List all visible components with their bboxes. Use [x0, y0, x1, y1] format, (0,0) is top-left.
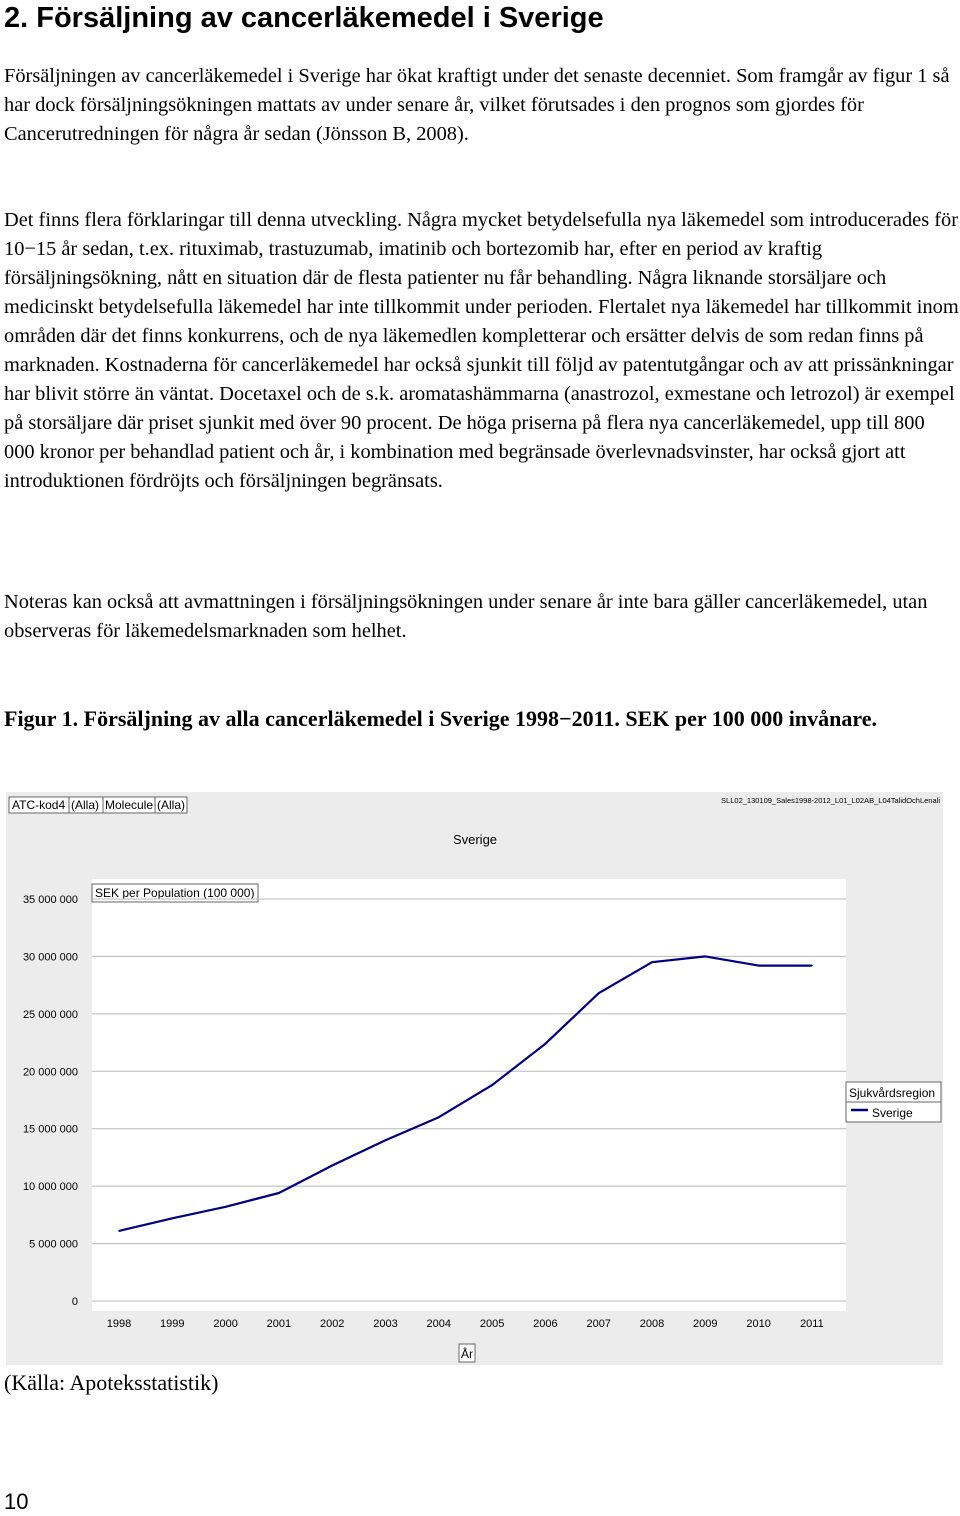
data-point	[811, 965, 813, 967]
x-tick-label: 1999	[160, 1318, 185, 1330]
x-tick-label: 2011	[800, 1318, 824, 1330]
paragraph-market-note: Noteras kan också att avmattningen i försäljningsökningen under senare år inte bara gäller cancerläkemedel, utan observeras för läkemedelsmarknaden som helhet.	[4, 591, 928, 642]
data-field-label: SEK per Population (100 000)	[95, 886, 255, 900]
legend-title: Sjukvårdsregion	[849, 1086, 936, 1100]
data-point	[385, 1139, 387, 1141]
data-point	[598, 992, 600, 994]
x-tick-label: 2004	[426, 1318, 452, 1330]
legend-label-sverige: Sverige	[872, 1106, 913, 1120]
filter-field-atc-label: ATC-kod4	[12, 798, 66, 812]
data-point	[491, 1084, 493, 1086]
data-point	[758, 965, 760, 967]
sales-line-chart	[6, 792, 943, 1365]
x-tick-label: 2010	[746, 1318, 771, 1330]
pivot-filter-fields	[9, 797, 187, 813]
chart-title: Sverige	[452, 832, 498, 847]
x-tick-label: 2009	[693, 1318, 718, 1330]
data-point	[172, 1218, 174, 1220]
data-point	[278, 1192, 280, 1194]
y-tick-label: 15 000 000	[22, 1123, 78, 1136]
legend	[846, 1082, 941, 1122]
x-tick-label: 2000	[213, 1318, 238, 1330]
x-axis-title: År	[461, 1347, 473, 1361]
data-point	[331, 1165, 333, 1167]
y-tick-label: 35 000 000	[22, 894, 78, 906]
data-point	[118, 1230, 120, 1232]
y-tick-label: 5 000 000	[29, 1238, 78, 1251]
y-tick-label: 20 000 000	[22, 1066, 78, 1079]
section-heading: 2. Försäljning av cancerläkemedel i Sverige	[4, 2, 604, 34]
x-tick-label: 1998	[106, 1318, 132, 1330]
filter-field-atc-value: (Alla)	[71, 798, 100, 812]
data-point	[438, 1116, 440, 1118]
data-point	[651, 961, 653, 963]
x-tick-label: 2002	[319, 1318, 345, 1330]
report-id: SLL02_130109_Sales1998-2012_L01_L02AB_L04TalidOchLenali	[721, 796, 940, 805]
plot-area	[92, 879, 846, 1311]
y-tick-label: 10 000 000	[22, 1181, 78, 1194]
paragraph-intro: Försäljningen av cancerläkemedel i Sverige har ökat kraftigt under det senaste decenniet. Som framgår av figur 1 så har dock försäljningsökningen mattats av under senare år, vilket förutsades i den prognos som gjordes för Cancerutredningen för några år sedan (Jönsson B, 2008).	[4, 65, 950, 145]
x-tick-label: 2008	[639, 1318, 665, 1330]
filter-field-molecule-value: (Alla)	[157, 798, 186, 812]
sales-chart	[6, 792, 943, 1365]
y-tick-label: 30 000 000	[22, 951, 78, 964]
data-point	[545, 1043, 547, 1045]
page-number: 10	[4, 1489, 29, 1514]
data-point	[705, 956, 707, 958]
source-note: (Källa: Apoteksstatistik)	[4, 1370, 219, 1395]
figure-caption: Figur 1. Försäljning av alla cancerläkemedel i Sverige 1998−2011. SEK per 100 000 invånare.	[4, 706, 877, 731]
y-tick-label: 25 000 000	[22, 1008, 78, 1021]
x-tick-label: 2001	[266, 1318, 292, 1330]
x-tick-label: 2007	[586, 1318, 611, 1330]
filter-field-molecule-label: Molecule	[105, 798, 154, 812]
y-tick-label: 0	[71, 1296, 78, 1308]
x-tick-label: 2006	[533, 1318, 558, 1330]
x-tick-label: 2005	[479, 1318, 505, 1330]
data-point	[225, 1206, 227, 1208]
paragraph-explanations: Det finns flera förklaringar till denna utveckling. Några mycket betydelsefulla nya läkemedel som introducerades för 10−15 år sedan, t.ex. rituximab, trastuzumab, imatinib och bortezomib har, efter en period av kraftig försäljningsökning, nått en situation där de flesta patienter nu får behandling. Några liknande storsäljare och medicinskt betydelsefulla läkemedel har inte tillkommit under perioden. Flertalet nya läkemedel har tillkommit inom områden där det finns konkurrens, och de nya läkemedlen kompletterar och ersätter delvis de som redan finns på marknaden. Kostnaderna för cancerläkemedel har också sjunkit till följd av patentutgångar och av att prissänkningar har blivit större än väntat. Docetaxel och de s.k. aromatashämmarna (anastrozol, exmestane och letrozol) är exempel på storsäljare där priset sjunkit med över 90 procent. De höga priserna på flera nya cancerläkemedel, upp till 800 000 kronor per behandlad patient och år, i kombination med begränsade överlevnadsvinster, har också gjort att introduktionen fördröjts och försäljningen begränsats.	[4, 209, 959, 492]
x-tick-label: 2003	[373, 1318, 398, 1330]
